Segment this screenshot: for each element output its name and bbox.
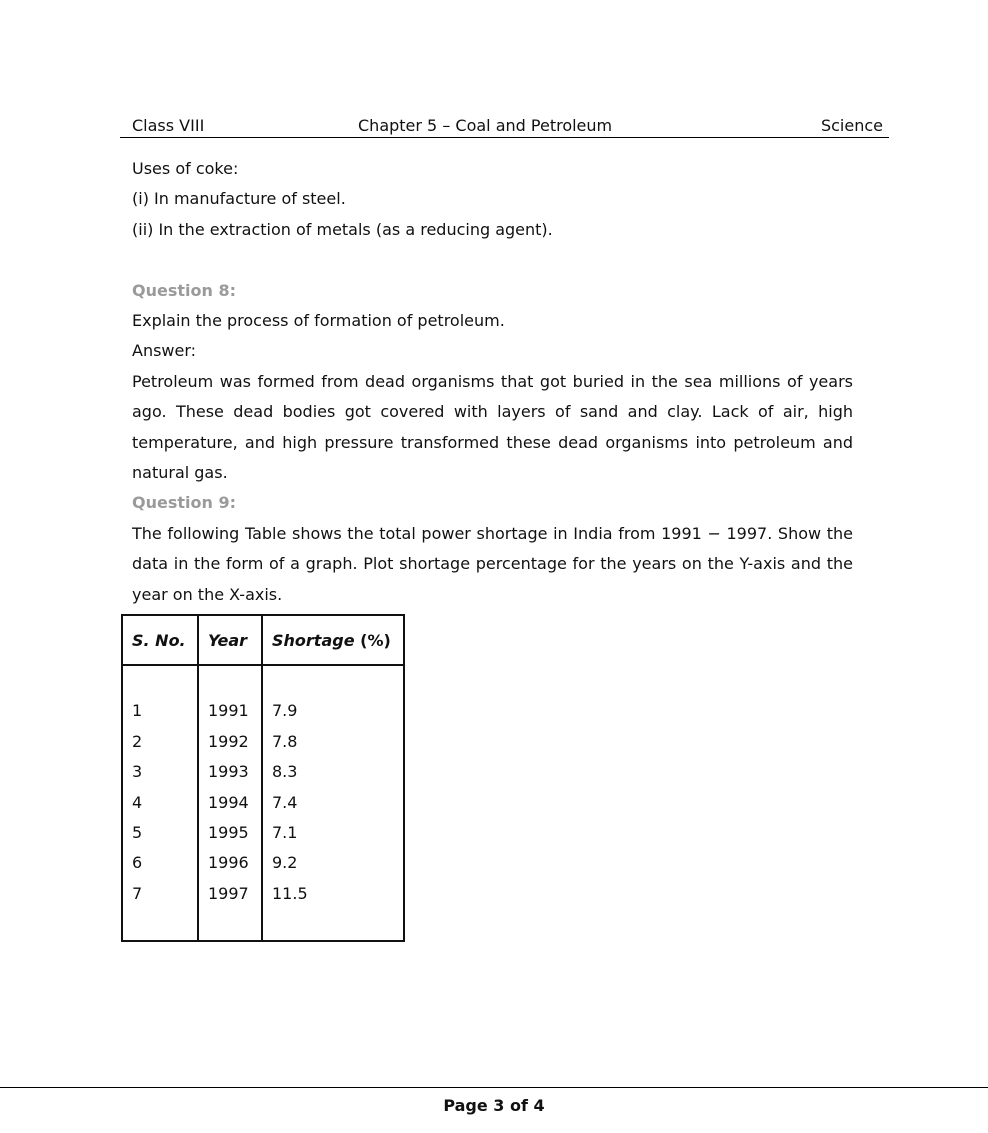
table-spacer-bottom — [122, 909, 404, 940]
cell-year: 1994 — [198, 788, 262, 818]
cell-shortage: 9.2 — [272, 853, 298, 873]
answer-label: Answer: — [132, 341, 197, 361]
table-spacer-top — [122, 665, 404, 696]
table-row — [122, 818, 404, 848]
header-subject: Science — [820, 116, 883, 135]
coke-use-1: (i) In manufacture of steel. — [132, 189, 346, 209]
coke-uses-title: Uses of coke: — [132, 159, 239, 178]
cell-shortage: 7.9 — [272, 701, 298, 721]
table-row — [122, 788, 404, 818]
table-row — [122, 757, 404, 787]
cell-sno: 1 — [122, 696, 198, 726]
cell-shortage: 7.4 — [272, 792, 298, 812]
cell-sno: 5 — [122, 818, 198, 848]
question-9-text: The following Table shows the total power shortage in India from 1991 − 1997. Show the data in the form of a graph. Plot shortage percentage for the years on the Y-axis and the year on the X-axis. — [132, 523, 853, 604]
cell-sno: 2 — [122, 727, 198, 757]
cell-year: 1997 — [198, 879, 262, 909]
cell-year: 1993 — [198, 757, 262, 787]
cell-year: 1992 — [198, 727, 262, 757]
cell-year: 1995 — [198, 818, 262, 848]
header-year: Year — [198, 615, 262, 665]
header-sno: S. No. — [122, 615, 198, 665]
cell-sno: 6 — [122, 848, 198, 878]
question-8-label: Question 8: — [132, 280, 236, 300]
table-row — [122, 879, 404, 909]
cell-sno: 3 — [122, 757, 198, 787]
page-header — [120, 116, 889, 138]
table-row — [122, 848, 404, 878]
header-class: Class VIII — [132, 116, 205, 135]
table-row — [122, 727, 404, 757]
blank-line — [132, 245, 853, 275]
page-number: Page 3 of 4 — [443, 1096, 545, 1115]
power-shortage-table — [121, 614, 405, 942]
cell-year: 1991 — [198, 696, 262, 726]
table-header-row — [122, 615, 404, 665]
cell-shortage: 7.1 — [272, 823, 298, 843]
cell-sno: 7 — [122, 879, 198, 909]
cell-shortage: 8.3 — [272, 762, 298, 782]
cell-year: 1996 — [198, 848, 262, 878]
cell-sno: 4 — [122, 788, 198, 818]
question-8-answer: Petroleum was formed from dead organisms that got buried in the sea millions of years ago. These dead bodies got covered with layers of sand and clay. Lack of air, high temperature, and high pressure transformed these dead organisms into petroleum and natural gas. — [132, 371, 853, 483]
footer-divider — [0, 1087, 988, 1088]
table-row — [122, 696, 404, 726]
header-chapter: Chapter 5 – Coal and Petroleum — [358, 116, 613, 135]
page-body — [132, 154, 853, 610]
question-8-text: Explain the process of formation of petroleum. — [132, 311, 505, 331]
coke-use-2: (ii) In the extraction of metals (as a reducing agent). — [132, 219, 553, 239]
header-shortage: Shortage (%) — [262, 615, 404, 665]
question-9-label: Question 9: — [132, 493, 236, 513]
cell-shortage: 11.5 — [272, 883, 308, 903]
cell-shortage: 7.8 — [272, 731, 298, 751]
